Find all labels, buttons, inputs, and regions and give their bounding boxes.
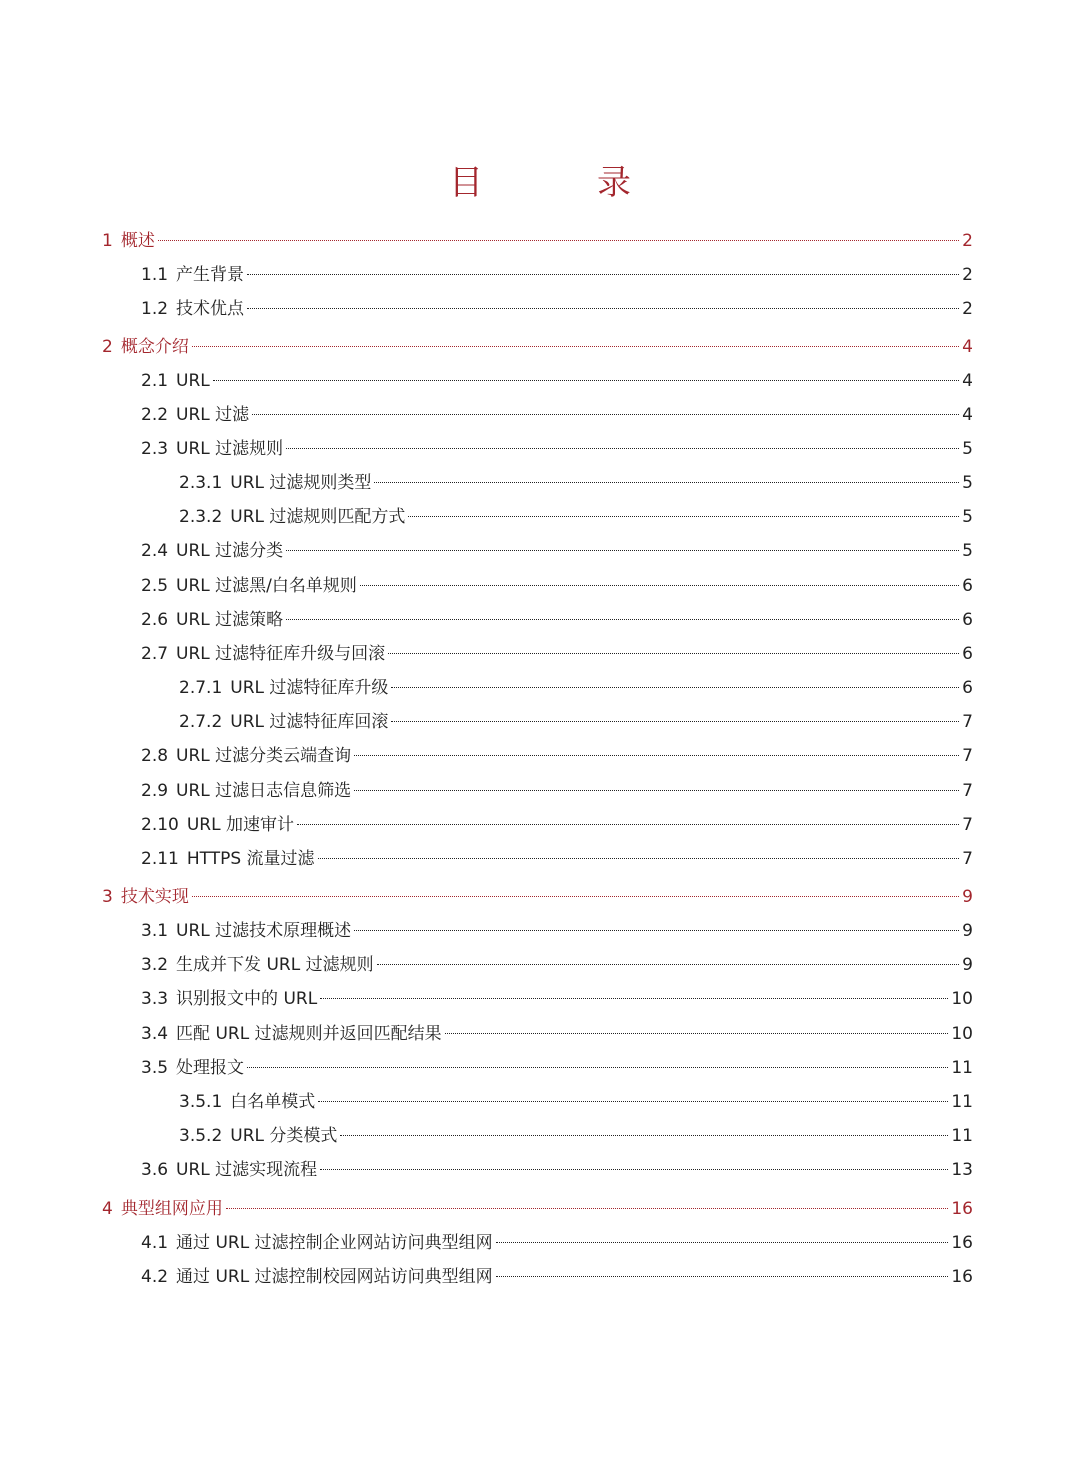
toc-entry-label: 技术优点 (176, 299, 245, 319)
toc-entry-3-5-2[interactable] (179, 1125, 973, 1147)
toc-entry-label: 概述 (120, 231, 155, 251)
toc-entry-page-number: 9 (962, 887, 973, 907)
toc-entry-number: 2.4 (141, 541, 169, 561)
toc-entry-page-number: 2 (962, 299, 973, 319)
dot-leader (192, 896, 959, 897)
toc-entry-number: 4 (102, 1199, 113, 1219)
toc-entry-page-number: 5 (962, 473, 973, 493)
dot-leader (286, 619, 959, 620)
toc-entry-2-4[interactable] (141, 540, 973, 562)
dot-leader (213, 380, 959, 381)
toc-entry-number: 3.5 (141, 1058, 169, 1078)
toc-entry-number: 3.5.1 (179, 1092, 223, 1112)
dot-leader (318, 858, 960, 859)
dot-leader (391, 721, 959, 722)
toc-entry-number: 1.1 (141, 265, 169, 285)
toc-entry-2-3-2[interactable] (179, 506, 973, 528)
dot-leader (445, 1033, 949, 1034)
toc-entry-2-11[interactable] (141, 848, 973, 870)
toc-entry-label: 匹配 URL 过滤规则并返回匹配结果 (176, 1024, 442, 1044)
toc-entry-label: 技术实现 (120, 887, 189, 907)
toc-entry-2-2[interactable] (141, 404, 973, 426)
toc-entry-page-number: 7 (962, 815, 973, 835)
toc-entry-4-2[interactable] (141, 1266, 973, 1288)
toc-entry-1-2[interactable] (141, 298, 973, 320)
dot-leader (354, 755, 959, 756)
dot-leader (496, 1242, 949, 1243)
dot-leader (247, 1067, 948, 1068)
toc-entry-2-9[interactable] (141, 780, 973, 802)
toc-entry-label: URL 过滤日志信息筛选 (176, 781, 352, 801)
toc-entry-2-7-1[interactable] (179, 677, 973, 699)
toc-entry-page-number: 10 (951, 989, 973, 1009)
toc-entry-3-4[interactable] (141, 1023, 973, 1045)
dot-leader (408, 516, 959, 517)
toc-entry-4-1[interactable] (141, 1232, 973, 1254)
toc-entry-3-5[interactable] (141, 1057, 973, 1079)
toc-entry-2-3-1[interactable] (179, 472, 973, 494)
toc-entry-label: 识别报文中的 URL (176, 989, 318, 1009)
dot-leader (286, 550, 959, 551)
toc-entry-label: URL 分类模式 (230, 1126, 338, 1146)
toc-entry-label: 概念介绍 (120, 337, 189, 357)
dot-leader (354, 790, 959, 791)
toc-entry-number: 2.5 (141, 576, 169, 596)
toc-entry-number: 2.3.1 (179, 473, 223, 493)
dot-leader (252, 414, 959, 415)
toc-entry-number: 1.2 (141, 299, 169, 319)
toc-entry-page-number: 6 (962, 644, 973, 664)
toc-entry-3-1[interactable] (141, 920, 973, 942)
dot-leader (158, 240, 959, 241)
toc-entry-label: URL 过滤分类云端查询 (176, 746, 352, 766)
toc-entry-page-number: 6 (962, 576, 973, 596)
toc-entry-number: 3.2 (141, 955, 169, 975)
toc-entry-1-1[interactable] (141, 264, 973, 286)
toc-entry-label: URL 过滤技术原理概述 (176, 921, 352, 941)
toc-entry-number: 2.10 (141, 815, 179, 835)
toc-entry-label: URL 过滤规则类型 (230, 473, 372, 493)
toc-entry-number: 3.4 (141, 1024, 169, 1044)
toc-entry-page-number: 11 (951, 1092, 973, 1112)
toc-entry-label: 通过 URL 过滤控制校园网站访问典型组网 (176, 1267, 493, 1287)
toc-entry-page-number: 16 (951, 1199, 973, 1219)
toc-entry-number: 2.7.1 (179, 678, 223, 698)
toc-entry-page-number: 11 (951, 1058, 973, 1078)
toc-entry-2-8[interactable] (141, 745, 973, 767)
dot-leader (286, 448, 959, 449)
dot-leader (247, 308, 959, 309)
toc-entry-page-number: 2 (962, 231, 973, 251)
toc-entry-label: URL 过滤规则匹配方式 (230, 507, 406, 527)
toc-entry-2-5[interactable] (141, 575, 973, 597)
toc-entry-label: URL 过滤特征库升级与回滚 (176, 644, 386, 664)
toc-entry-page-number: 16 (951, 1267, 973, 1287)
dot-leader (247, 274, 959, 275)
toc-entry-number: 3.3 (141, 989, 169, 1009)
toc-entry-number: 2.7.2 (179, 712, 223, 732)
toc-entry-page-number: 7 (962, 849, 973, 869)
toc-entry-label: URL (176, 371, 210, 391)
toc-entry-1[interactable] (102, 230, 973, 252)
dot-leader (377, 964, 960, 965)
toc-entry-page-number: 4 (962, 371, 973, 391)
toc-entry-label: 白名单模式 (230, 1092, 316, 1112)
toc-entry-page-number: 6 (962, 678, 973, 698)
toc-entry-2-1[interactable] (141, 370, 973, 392)
toc-entry-label: URL 过滤规则 (176, 439, 284, 459)
toc-entry-number: 3.5.2 (179, 1126, 223, 1146)
dot-leader (318, 1101, 948, 1102)
toc-entry-label: 处理报文 (176, 1058, 245, 1078)
toc-entry-page-number: 2 (962, 265, 973, 285)
toc-entry-label: 产生背景 (176, 265, 245, 285)
dot-leader (226, 1208, 949, 1209)
toc-entry-3-6[interactable] (141, 1159, 973, 1181)
toc-entry-label: URL 过滤 (176, 405, 250, 425)
toc-entry-label: 通过 URL 过滤控制企业网站访问典型组网 (176, 1233, 493, 1253)
dot-leader (496, 1276, 949, 1277)
toc-entry-label: 生成并下发 URL 过滤规则 (176, 955, 374, 975)
toc-entry-number: 3.6 (141, 1160, 169, 1180)
toc-entry-label: URL 过滤策略 (176, 610, 284, 630)
dot-leader (340, 1135, 948, 1136)
toc-entry-number: 2.11 (141, 849, 179, 869)
toc-entry-2-7[interactable] (141, 643, 973, 665)
toc-entry-number: 2.2 (141, 405, 169, 425)
toc-entry-3-2[interactable] (141, 954, 973, 976)
toc-entry-3[interactable] (102, 886, 973, 908)
toc-entry-2-7-2[interactable] (179, 711, 973, 733)
toc-entry-page-number: 7 (962, 781, 973, 801)
dot-leader (320, 1169, 948, 1170)
toc-entry-number: 2.9 (141, 781, 169, 801)
toc-entry-3-3[interactable] (141, 988, 973, 1010)
toc-entry-page-number: 7 (962, 746, 973, 766)
toc-entry-3-5-1[interactable] (179, 1091, 973, 1113)
toc-entry-page-number: 5 (962, 541, 973, 561)
toc-entry-label: URL 过滤特征库回滚 (230, 712, 389, 732)
toc-entry-number: 2.8 (141, 746, 169, 766)
toc-entry-label: URL 过滤分类 (176, 541, 284, 561)
toc-entry-page-number: 9 (962, 921, 973, 941)
toc-entry-number: 2.7 (141, 644, 169, 664)
dot-leader (391, 687, 959, 688)
toc-entry-page-number: 11 (951, 1126, 973, 1146)
toc-entry-label: URL 过滤黑/白名单规则 (176, 576, 357, 596)
toc-entry-page-number: 5 (962, 507, 973, 527)
toc-entry-page-number: 4 (962, 337, 973, 357)
dot-leader (354, 930, 959, 931)
dot-leader (320, 998, 948, 999)
dot-leader (192, 346, 959, 347)
toc-entry-2[interactable] (102, 336, 973, 358)
toc-entry-4[interactable] (102, 1198, 973, 1220)
toc-entry-page-number: 6 (962, 610, 973, 630)
toc-entry-2-10[interactable] (141, 814, 973, 836)
toc-entry-label: 典型组网应用 (120, 1199, 223, 1219)
toc-entry-page-number: 10 (951, 1024, 973, 1044)
page-title: 目 录 (449, 163, 671, 203)
toc-entry-page-number: 16 (951, 1233, 973, 1253)
toc-entry-label: URL 加速审计 (186, 815, 294, 835)
dot-leader (360, 585, 959, 586)
toc-entry-number: 3 (102, 887, 113, 907)
toc-entry-2-3[interactable] (141, 438, 973, 460)
toc-entry-page-number: 9 (962, 955, 973, 975)
dot-leader (374, 482, 959, 483)
toc-entry-number: 3.1 (141, 921, 169, 941)
toc-entry-number: 2.1 (141, 371, 169, 391)
toc-entry-page-number: 5 (962, 439, 973, 459)
toc-entry-page-number: 13 (951, 1160, 973, 1180)
toc-entry-page-number: 4 (962, 405, 973, 425)
dot-leader (297, 824, 959, 825)
toc-entry-number: 4.1 (141, 1233, 169, 1253)
toc-entry-number: 2.3.2 (179, 507, 223, 527)
toc-entry-number: 4.2 (141, 1267, 169, 1287)
toc-entry-page-number: 7 (962, 712, 973, 732)
toc-entry-label: HTTPS 流量过滤 (186, 849, 315, 869)
toc-entry-label: URL 过滤特征库升级 (230, 678, 389, 698)
dot-leader (388, 653, 959, 654)
toc-entry-number: 2.6 (141, 610, 169, 630)
toc-entry-number: 2.3 (141, 439, 169, 459)
toc-entry-label: URL 过滤实现流程 (176, 1160, 318, 1180)
toc-entry-number: 2 (102, 337, 113, 357)
toc-entry-number: 1 (102, 231, 113, 251)
toc-entry-2-6[interactable] (141, 609, 973, 631)
